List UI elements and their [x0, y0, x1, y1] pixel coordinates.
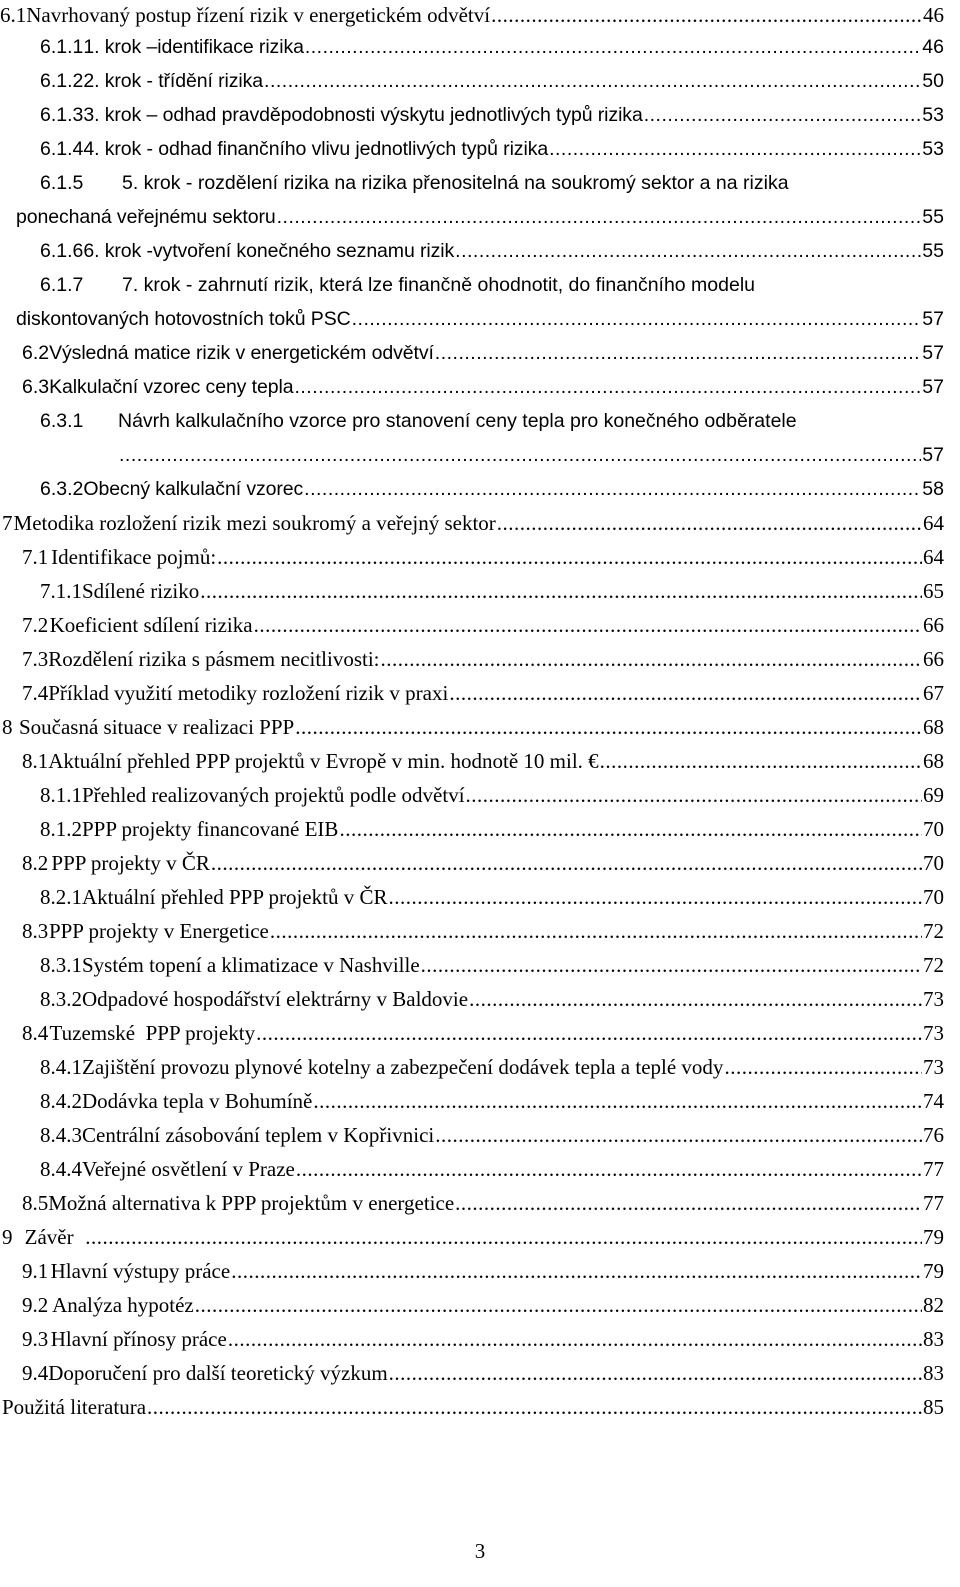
toc-entry-title: Navrhovaný postup řízení rizik v energetickém odvětví [26, 3, 491, 27]
toc-entry[interactable] [0, 1324, 960, 1358]
toc-entry[interactable] [0, 1392, 960, 1426]
toc-entry-number: 6.3.1 [40, 410, 84, 432]
toc-entry-number: 8.3 [22, 919, 49, 943]
toc-entry-title: PPP projekty financované EIB [82, 817, 339, 841]
toc-leader-dots [644, 100, 922, 130]
toc-entry-page: 76 [923, 1123, 944, 1147]
toc-entry-number: 7.4 [22, 681, 49, 705]
toc-entry[interactable] [0, 0, 960, 34]
toc-entry-title: Veřejné osvětlení v Praze [82, 1157, 295, 1181]
toc-entry-title: Přehled realizovaných projektů podle odvětví [82, 783, 465, 807]
toc-entry-number: 8.2.1 [40, 885, 82, 909]
toc-entry-page: 83 [923, 1361, 944, 1385]
toc-leader-dots [435, 338, 922, 368]
toc-entry-title: 5. krok - rozdělení rizika na rizika přenositelná na soukromý sektor a na rizika [122, 172, 789, 194]
page-number: 3 [474, 1539, 486, 1563]
toc-entry-title: Obecný kalkulační vzorec [83, 478, 304, 500]
toc-entry-title: Koeficient sdílení rizika [49, 613, 253, 637]
toc-entry[interactable] [0, 474, 960, 508]
toc-entry-page: 66 [923, 613, 944, 637]
toc-leader-dots [254, 610, 922, 640]
toc-leader-dots [549, 134, 921, 164]
toc-entry-page: 85 [923, 1395, 944, 1419]
toc-leader-dots [389, 1358, 922, 1388]
toc-entry-title: Hlavní výstupy práce [50, 1259, 231, 1283]
toc-entry-title: Odpadové hospodářství elektrárny v Baldovie [82, 987, 469, 1011]
toc-entry[interactable] [0, 848, 960, 882]
toc-entry-number: 7.2 [22, 613, 49, 637]
toc-entry-number: 7.1.1 [40, 579, 82, 603]
toc-entry-number: 9 [2, 1225, 13, 1249]
toc-leader-dots [231, 1256, 922, 1286]
toc-entry[interactable] [0, 916, 960, 950]
toc-entry[interactable] [0, 950, 960, 984]
toc-entry[interactable] [0, 100, 960, 134]
toc-entry[interactable] [0, 780, 960, 814]
toc-entry[interactable] [0, 644, 960, 678]
toc-entry-title: Hlavní přínosy práce [50, 1327, 227, 1351]
toc-entry-title: Identifikace pojmů: [51, 545, 217, 569]
toc-entry-title: Příklad využití metodiky rozložení rizik v praxi [48, 681, 449, 705]
toc-leader-dots [277, 202, 922, 232]
toc-entry-title: Analýza hypotéz [52, 1293, 194, 1317]
toc-entry[interactable] [0, 406, 960, 474]
toc-entry[interactable] [0, 882, 960, 916]
toc-entry-page: 79 [923, 1259, 944, 1283]
toc-entry-page: 73 [923, 1055, 944, 1079]
toc-entry[interactable] [0, 66, 960, 100]
toc-entry[interactable] [0, 1222, 960, 1256]
toc-entry[interactable] [0, 610, 960, 644]
toc-leader-dots [217, 542, 922, 572]
toc-entry-title: 3. krok – odhad pravděpodobnosti výskytu jednotlivých typů rizika [83, 104, 643, 126]
toc-entry-page: 68 [923, 749, 944, 773]
toc-leader-dots [295, 712, 922, 742]
toc-entry[interactable] [0, 1290, 960, 1324]
toc-entry[interactable] [0, 32, 960, 66]
toc-entry-page: 73 [923, 1021, 944, 1045]
toc-entry-title: 1. krok –identifikace rizika [83, 36, 304, 58]
toc-entry-number: 7.1 [22, 545, 49, 569]
toc-entry-page: 77 [923, 1157, 944, 1181]
toc-entry-page: 55 [922, 240, 944, 262]
toc-entry-page: 77 [923, 1191, 944, 1215]
toc-leader-dots [296, 1154, 922, 1184]
toc-leader-dots [388, 882, 922, 912]
toc-entry-number: 8.4.3 [40, 1123, 82, 1147]
toc-entry-number: 9.4 [22, 1361, 49, 1385]
toc-entry-number: 6.1.3 [40, 104, 84, 126]
toc-leader-dots [491, 0, 922, 30]
toc-entry-page: 70 [923, 851, 944, 875]
toc-entry-page: 74 [923, 1089, 944, 1113]
toc-entry[interactable] [0, 1154, 960, 1188]
toc-entry-page: 53 [922, 138, 944, 160]
toc-entry-title: 2. krok - třídění rizika [83, 70, 264, 92]
toc-entry-page: 70 [923, 817, 944, 841]
toc-entry-title: Metodika rozložení rizik mezi soukromý a veřejný sektor [13, 511, 496, 535]
toc-leader-dots [85, 1222, 922, 1252]
toc-leader-dots [200, 576, 922, 606]
toc-entry[interactable] [0, 270, 960, 338]
toc-entry-title: Současná situace v realizaci PPP [18, 715, 295, 739]
toc-entry-number: 6.1.7 [40, 274, 84, 296]
toc-entry-page: 66 [923, 647, 944, 671]
toc-entry-page: 72 [923, 919, 944, 943]
toc-entry-number: 8.4 [22, 1021, 49, 1045]
toc-entry-page: 57 [922, 376, 944, 398]
toc-entry[interactable] [0, 576, 960, 610]
toc-entry-number: 8.1.1 [40, 783, 82, 807]
toc-entry-number: 8.3.1 [40, 953, 82, 977]
toc-entry-title: Výsledná matice rizik v energetickém odvětví [49, 342, 434, 364]
toc-entry-page: 64 [923, 545, 944, 569]
toc-entry-title: PPP projekty v ČR [51, 851, 210, 875]
toc-entry[interactable] [0, 236, 960, 270]
toc-entry-page: 69 [923, 783, 944, 807]
toc-entry-number: 6.3.2 [40, 478, 84, 500]
toc-entry[interactable] [0, 372, 960, 406]
toc-entry-number: 8.5 [22, 1191, 49, 1215]
toc-leader-dots [305, 32, 921, 62]
toc-entry[interactable] [0, 134, 960, 168]
toc-entry-title: Rozdělení rizika s pásmem necitlivosti: [48, 647, 380, 671]
toc-entry-page: 83 [923, 1327, 944, 1351]
toc-entry[interactable] [0, 1358, 960, 1392]
toc-entry-number: 9.1 [22, 1259, 49, 1283]
toc-entry-number: 7.3 [22, 647, 49, 671]
toc-entry-title: PPP projekty v Energetice [48, 919, 269, 943]
toc-entry-number: 6.2 [22, 342, 50, 364]
toc-entry-number: 8.3.2 [40, 987, 82, 1011]
toc-leader-dots [421, 950, 922, 980]
toc-entry-page: 79 [923, 1225, 944, 1249]
toc-entry[interactable] [0, 1256, 960, 1290]
toc-entry[interactable] [0, 1018, 960, 1052]
toc-entry[interactable] [0, 1120, 960, 1154]
toc-entry-title: 4. krok - odhad finančního vlivu jednotlivých typů rizika [83, 138, 549, 160]
toc-entry-page: 72 [923, 953, 944, 977]
toc-entry-number: 6.1.5 [40, 172, 84, 194]
toc-entry-title: Systém topení a klimatizace v Nashville [82, 953, 420, 977]
toc-leader-dots [469, 984, 922, 1014]
toc-entry-number: 7 [2, 511, 13, 535]
toc-entry-title: Použitá literatura [2, 1395, 147, 1419]
toc-leader-dots [352, 304, 922, 334]
toc-entry-number: 8.4.4 [40, 1157, 82, 1181]
toc-leader-dots [304, 474, 921, 504]
toc-entry-page: 68 [923, 715, 944, 739]
toc-leader-dots [466, 780, 922, 810]
toc-entry-title: Dodávka tepla v Bohumíně [82, 1089, 313, 1113]
toc-leader-dots [264, 66, 921, 96]
toc-leader-dots [381, 644, 922, 674]
toc-leader-dots [435, 1120, 922, 1150]
toc-entry-page: 57 [922, 342, 944, 364]
toc-entry[interactable] [0, 168, 960, 236]
toc-entry-number: 6.1 [0, 3, 27, 27]
toc-entry-title: Centrální zásobování teplem v Kopřivnici [82, 1123, 435, 1147]
toc-entry-title-continuation: diskontovaných hotovostních toků PSC [16, 308, 351, 330]
toc-entry-title: Návrh kalkulačního vzorce pro stanovení ceny tepla pro konečného odběratele [118, 410, 797, 432]
toc-leader-dots [339, 814, 922, 844]
toc-entry-number: 6.1.4 [40, 138, 84, 160]
toc-entry-number: 8 [2, 715, 13, 739]
toc-leader-dots [600, 746, 922, 776]
toc-entry-title: Doporučení pro další teoretický výzkum [48, 1361, 388, 1385]
toc-entry-page: 46 [922, 36, 944, 58]
toc-leader-dots [119, 440, 921, 470]
toc-entry-number: 8.4.1 [40, 1055, 82, 1079]
toc-leader-dots [256, 1018, 922, 1048]
toc-entry-page: 57 [922, 444, 944, 466]
toc-entry-title: Kalkulační vzorec ceny tepla [49, 376, 294, 398]
toc-entry-number: 6.1.1 [40, 36, 84, 58]
toc-entry[interactable] [0, 678, 960, 712]
toc-entry-number: 9.2 [22, 1293, 49, 1317]
toc-entry[interactable] [0, 814, 960, 848]
toc-entry[interactable] [0, 712, 960, 746]
toc-entry[interactable] [0, 1086, 960, 1120]
toc-entry-page: 50 [922, 70, 944, 92]
toc-entry-page: 73 [923, 987, 944, 1011]
toc-entry-title: Možná alternativa k PPP projektům v energetice [48, 1191, 455, 1215]
toc-entry-page: 82 [923, 1293, 944, 1317]
toc-entry-title: Aktuální přehled PPP projektů v Evropě v min. hodnotě 10 mil. € [48, 749, 599, 773]
toc-entry-title-continuation: ponechaná veřejnému sektoru [16, 206, 276, 228]
toc-entry[interactable] [0, 338, 960, 372]
toc-leader-dots [313, 1086, 922, 1116]
toc-entry-number: 6.3 [22, 376, 50, 398]
toc-entry-page: 46 [923, 3, 944, 27]
toc-entry-page: 53 [922, 104, 944, 126]
toc-entry-number: 6.1.2 [40, 70, 84, 92]
toc-entry-page: 57 [922, 308, 944, 330]
toc-leader-dots [455, 1188, 922, 1218]
toc-entry-title: Závěr [24, 1225, 74, 1249]
toc-entry-title: Tuzemské PPP projekty [49, 1021, 256, 1045]
toc-entry-page: 65 [923, 579, 944, 603]
toc-entry-number: 8.2 [22, 851, 49, 875]
toc-leader-dots [147, 1392, 922, 1422]
toc-leader-dots [228, 1324, 922, 1354]
toc-entry-number: 8.4.2 [40, 1089, 82, 1113]
toc-entry[interactable] [0, 984, 960, 1018]
toc-entry-page: 58 [922, 478, 944, 500]
toc-entry-title: Sdílené riziko [82, 579, 200, 603]
toc-leader-dots [455, 236, 921, 266]
toc-leader-dots [497, 508, 922, 538]
toc-entry-title: 7. krok - zahrnutí rizik, která lze finančně ohodnotit, do finančního modelu [122, 274, 756, 296]
toc-entry-page: 70 [923, 885, 944, 909]
toc-entry-title: 6. krok -vytvoření konečného seznamu rizik [83, 240, 455, 262]
toc-entry-title: Aktuální přehled PPP projektů v ČR [82, 885, 388, 909]
toc-leader-dots [724, 1052, 922, 1082]
toc-entry[interactable] [0, 1052, 960, 1086]
toc-leader-dots [195, 1290, 922, 1320]
toc-entry[interactable] [0, 508, 960, 542]
toc-leader-dots [449, 678, 922, 708]
toc-entry-number: 8.1 [22, 749, 49, 773]
toc-leader-dots [211, 848, 922, 878]
toc-entry-title: Zajištění provozu plynové kotelny a zabezpečení dodávek tepla a teplé vody [82, 1055, 724, 1079]
toc-entry-number: 9.3 [22, 1327, 49, 1351]
toc-entry[interactable] [0, 542, 960, 576]
toc-leader-dots [294, 372, 921, 402]
toc-entry-number: 8.1.2 [40, 817, 82, 841]
toc-entry[interactable] [0, 1188, 960, 1222]
toc-leader-dots [270, 916, 922, 946]
toc-entry-page: 64 [923, 511, 944, 535]
toc-entry-page: 55 [922, 206, 944, 228]
toc-entry-number: 6.1.6 [40, 240, 84, 262]
toc-entry[interactable] [0, 746, 960, 780]
toc-entry-page: 67 [923, 681, 944, 705]
